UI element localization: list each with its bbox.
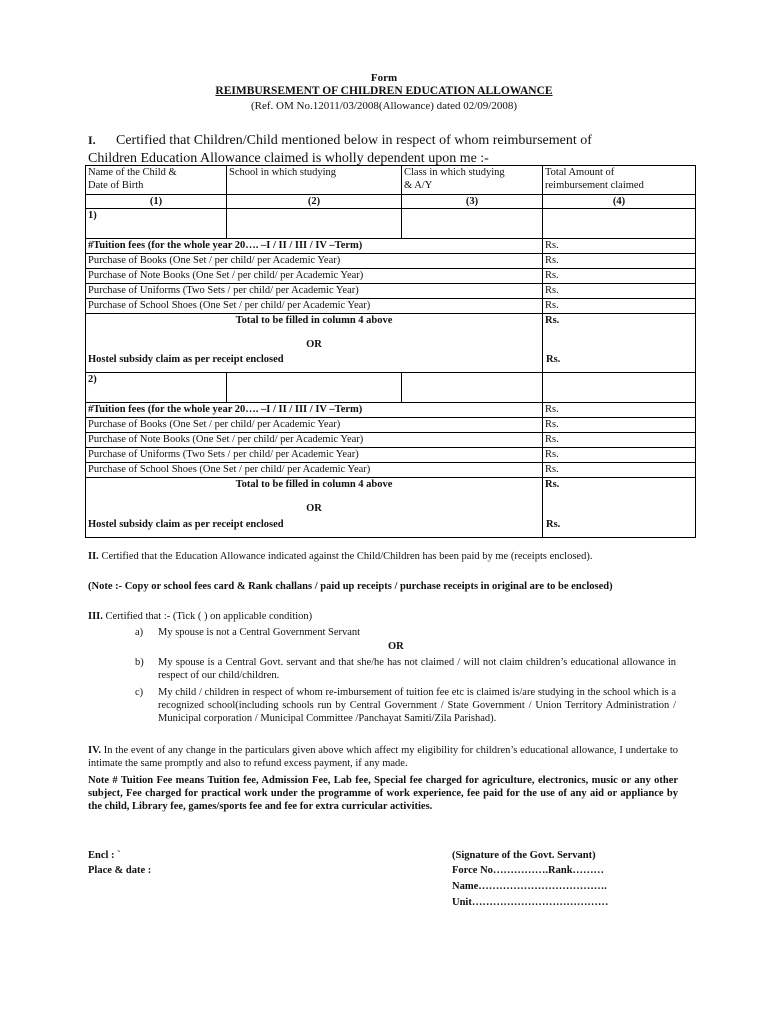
tuition-fee-note: Note # Tuition Fee means Tuition fee, Admission Fee, Lab fee, Special fee charged for agriculture, electronics, music or any other subject, Fee charged for practical work under the programme of work experience, fee paid for the use of any aid or appliance by the child, Library fee, games/sports fee and fee for extra curricular activities. (88, 775, 678, 812)
section-3 (88, 610, 678, 623)
section-3-number: III. (88, 611, 103, 622)
form-title: REIMBURSEMENT OF CHILDREN EDUCATION ALLOWANCE (215, 85, 553, 97)
condition-b-label: b) (135, 657, 144, 668)
condition-c-checkbox-text[interactable]: My child / children in respect of whom re-imbursement of tuition fee etc is claimed is/are studying in the school which is a recognized school(including schools run by Central Government / State Government / Union Territory Administration / Municipal corporation / Municipal Committee /Panchayat Samiti/Zila Parishad). (158, 687, 676, 724)
table-row: Purchase of Books (One Set / per child/ per Academic Year) Rs. (86, 418, 696, 433)
section-2-text: Certified that the Education Allowance indicated against the Child/Children has been paid by me (receipts enclosed). (101, 551, 593, 562)
header-class: Class in which studying & A/Y (402, 166, 543, 195)
header-school: School in which studying (227, 166, 402, 195)
section-4 (88, 744, 678, 770)
child-2-school-field[interactable] (227, 373, 402, 403)
form-reference: (Ref. OM No.12011/03/2008(Allowance) dated 02/09/2008) (251, 100, 517, 112)
child-1-school-field[interactable] (227, 209, 402, 239)
child-1-class-field[interactable] (402, 209, 543, 239)
table-row: Purchase of Uniforms (Two Sets / per child/ per Academic Year) Rs. (86, 284, 696, 299)
child-2-row (86, 373, 696, 403)
table-number-row: (1) (2) (3) (4) (86, 195, 696, 209)
place-date-label: Place & date : (88, 865, 152, 876)
table-row: Purchase of School Shoes (One Set / per child/ per Academic Year) Rs. (86, 299, 696, 314)
child-1-amount-field[interactable] (543, 209, 696, 239)
child-1-total-row: Total to be filled in column 4 above OR Hostel subsidy claim as per receipt enclosed Rs. Rs. (86, 314, 696, 373)
child-2-amount-field[interactable] (543, 373, 696, 403)
header-total-amount: Total Amount of reimbursement claimed (543, 166, 696, 195)
section-2-number: II. (88, 551, 99, 562)
table-row: #Tuition fees (for the whole year 20…. –I / II / III / IV –Term) Rs. (86, 403, 696, 418)
section-1-text-line1: Certified that Children/Child mentioned below in respect of whom reimbursement of (116, 133, 592, 148)
child-2-total-row: Total to be filled in column 4 above OR Hostel subsidy claim as per receipt enclosed Rs. Rs. (86, 478, 696, 538)
force-rank-field[interactable]: Force No…………….Rank……… (452, 865, 605, 876)
unit-field[interactable]: Unit………………………………… (452, 897, 609, 908)
condition-a-label: a) (135, 627, 144, 638)
section-1 (88, 131, 592, 168)
section-2 (88, 550, 678, 563)
section-3-text: Certified that :- (Tick ( ) on applicable condition) (105, 611, 313, 622)
condition-a-checkbox-text[interactable]: My spouse is not a Central Government Servant (158, 627, 361, 638)
table-row: Purchase of Note Books (One Set / per child/ per Academic Year) Rs. (86, 433, 696, 448)
child-1-label: 1) (86, 209, 227, 239)
table-row: Purchase of Books (One Set / per child/ per Academic Year) Rs. (86, 254, 696, 269)
section-4-number: IV. (88, 745, 101, 756)
child-2-label: 2) (86, 373, 227, 403)
table-row: Purchase of School Shoes (One Set / per child/ per Academic Year) Rs. (86, 463, 696, 478)
child-2-class-field[interactable] (402, 373, 543, 403)
section-4-text: In the event of any change in the particulars given above which affect my eligibility for children’s educational allowance, I undertake to intimate the same promptly and also to refund excess payment, if any made. (88, 745, 678, 769)
table-row: Purchase of Uniforms (Two Sets / per child/ per Academic Year) Rs. (86, 448, 696, 463)
header-child-name: Name of the Child & Date of Birth (86, 166, 227, 195)
signature-label: (Signature of the Govt. Servant) (452, 850, 596, 861)
condition-c-label: c) (135, 687, 144, 698)
form-label: Form (370, 72, 398, 84)
section-2-note: (Note :- Copy or school fees card & Rank challans / paid up receipts / purchase receipts in original are to be enclosed) (88, 581, 613, 592)
table-row: Purchase of Note Books (One Set / per child/ per Academic Year) Rs. (86, 269, 696, 284)
condition-b-checkbox-text[interactable]: My spouse is a Central Govt. servant and that she/he has not claimed / will not claim children’s educational allowance in respect of our child/children. (158, 657, 676, 681)
child-1-row (86, 209, 696, 239)
children-table (85, 165, 696, 538)
table-header-row (86, 166, 696, 195)
table-row: #Tuition fees (for the whole year 20…. –I / II / III / IV –Term) Rs. (86, 239, 696, 254)
condition-or: OR (388, 641, 404, 652)
name-field[interactable]: Name………………………………. (452, 881, 607, 892)
section-1-text-line2: Children Education Allowance claimed is wholly dependent upon me :- (88, 151, 489, 166)
section-1-number: I. (88, 133, 96, 147)
enclosures-label: Encl : ` (88, 850, 121, 861)
